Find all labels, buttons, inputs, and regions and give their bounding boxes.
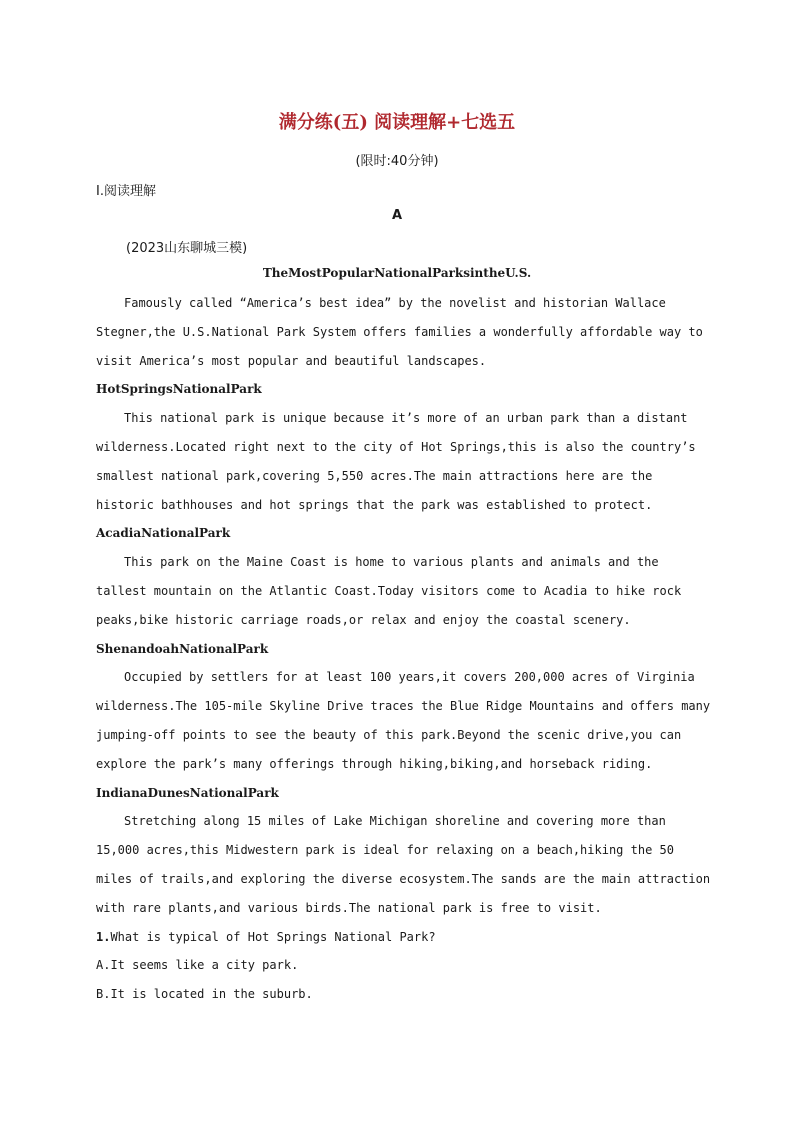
question-1: [96, 923, 696, 952]
paragraph-line: Famously called “America’s best idea” by the novelist and historian Wallace: [124, 296, 666, 310]
park-heading: ShenandoahNationalPark: [96, 641, 269, 656]
section-heading: Ⅰ.阅读理解: [96, 184, 156, 199]
paragraph-line: explore the park’s many offerings through hiking,biking,and horseback riding.: [96, 756, 653, 771]
paragraph-line: jumping-off points to see the beauty of this park.Beyond the scenic drive,you can: [96, 727, 682, 742]
paragraph-line: miles of trails,and exploring the diverse ecosystem.The sands are the main attraction: [96, 871, 711, 886]
paragraph-line: wilderness.The 105-mile Skyline Drive traces the Blue Ridge Mountains and offers many: [96, 699, 711, 714]
passage-body: [96, 289, 711, 1009]
paragraph-line: Stegner,the U.S.National Park System offers families a wonderfully affordable way to: [96, 324, 703, 339]
question-text: What is typical of Hot Springs National Park?: [110, 929, 436, 944]
passage-source: (2023山东聊城三模): [126, 241, 248, 256]
passage-title: TheMostPopularNationalParksintheU.S.: [262, 266, 532, 280]
paragraph-line: 15,000 acres,this Midwestern park is ideal for relaxing on a beach,hiking the 50: [96, 843, 674, 858]
paragraph-line: This park on the Maine Coast is home to various plants and animals and the: [124, 555, 659, 570]
question-number: 1.: [96, 929, 111, 944]
paragraph-line: tallest mountain on the Atlantic Coast.Today visitors come to Acadia to hike rock: [96, 583, 682, 598]
passage-label: A: [391, 208, 403, 223]
option-b: B.It is located in the suburb.: [96, 987, 313, 1002]
page-title: 满分练(五) 阅读理解+七选五: [278, 112, 516, 133]
paragraph-line: historic bathhouses and hot springs that the park was established to protect.: [96, 497, 653, 512]
paragraph-line: smallest national park,covering 5,550 acres.The main attractions here are the: [96, 468, 653, 483]
park-heading: AcadiaNationalPark: [96, 526, 231, 541]
paragraph-line: peaks,bike historic carriage roads,or relax and enjoy the coastal scenery.: [96, 612, 631, 627]
paragraph-line: with rare plants,and various birds.The national park is free to visit.: [96, 900, 602, 915]
paragraph-line: wilderness.Located right next to the city of Hot Springs,this is also the country’s: [96, 439, 696, 454]
paragraph-line: Stretching along 15 miles of Lake Michigan shoreline and covering more than: [124, 814, 666, 829]
option-a: A.It seems like a city park.: [96, 958, 299, 973]
paragraph-line: Occupied by settlers for at least 100 years,it covers 200,000 acres of Virginia: [124, 670, 695, 685]
park-heading: IndianaDunesNationalPark: [96, 785, 279, 800]
paragraph-line: This national park is unique because it’s more of an urban park than a distant: [124, 411, 688, 426]
time-limit: (限时:40分钟): [355, 154, 439, 169]
park-heading: HotSpringsNationalPark: [96, 382, 262, 397]
paragraph-line: visit America’s most popular and beautiful landscapes.: [96, 353, 487, 368]
